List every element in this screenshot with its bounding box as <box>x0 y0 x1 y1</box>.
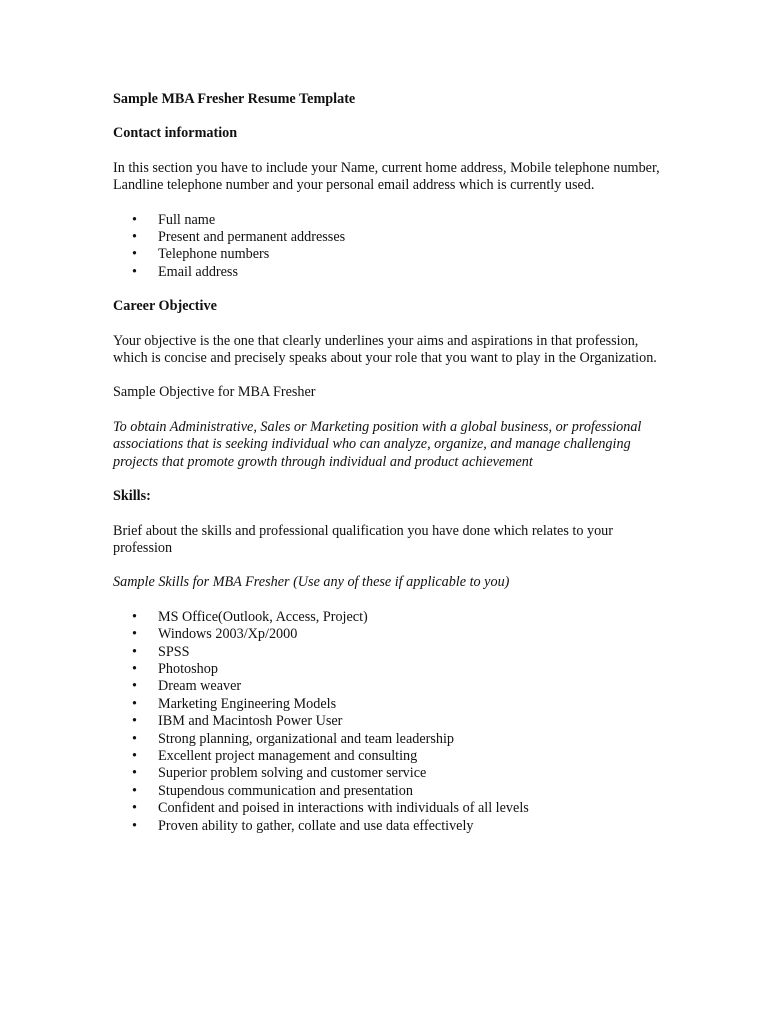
objective-sample-text: To obtain Administrative, Sales or Marketing position with a global business, or professional associations that is seeking individual who can analyze, organize, and manage challenging projects that promote growth through individual and product achievement <box>113 418 642 470</box>
contact-list <box>113 212 673 282</box>
list-item: • Proven ability to gather, collate and use data effectively <box>113 818 673 835</box>
document-title: Sample MBA Fresher Resume Template <box>113 91 356 107</box>
objective-section <box>113 298 673 471</box>
list-item: • Present and permanent addresses <box>113 229 673 246</box>
list-item: • Marketing Engineering Models <box>113 696 673 713</box>
list-item: • Superior problem solving and customer service <box>113 765 673 782</box>
skills-list <box>113 609 673 835</box>
list-item: • Telephone numbers <box>113 246 673 263</box>
objective-heading: Career Objective <box>113 298 217 315</box>
skills-intro: Brief about the skills and professional qualification you have done which relates to your profession <box>113 522 613 556</box>
list-item: • Windows 2003/Xp/2000 <box>113 626 673 643</box>
list-item: • Email address <box>113 264 673 281</box>
list-item: • Strong planning, organizational and team leadership <box>113 731 673 748</box>
skills-section <box>113 488 673 835</box>
list-item: • Dream weaver <box>113 678 673 695</box>
objective-sample-label: Sample Objective for MBA Fresher <box>113 384 316 401</box>
list-item: • Full name <box>113 212 673 229</box>
list-item: • MS Office(Outlook, Access, Project) <box>113 609 673 626</box>
list-item: • Confident and poised in interactions with individuals of all levels <box>113 800 673 817</box>
list-item: • Stupendous communication and presentation <box>113 783 673 800</box>
contact-section <box>113 125 673 281</box>
list-item: • IBM and Macintosh Power User <box>113 713 673 730</box>
skills-sample-label: Sample Skills for MBA Fresher (Use any of these if applicable to you) <box>113 574 510 591</box>
skills-heading: Skills: <box>113 488 151 505</box>
list-item: • Photoshop <box>113 661 673 678</box>
contact-intro: In this section you have to include your Name, current home address, Mobile telephone number, Landline telephone number and your personal email address which is currently used. <box>113 159 660 194</box>
list-item: • SPSS <box>113 644 673 661</box>
document-page <box>113 91 673 835</box>
list-item: • Excellent project management and consulting <box>113 748 673 765</box>
contact-heading: Contact information <box>113 125 238 142</box>
objective-intro: Your objective is the one that clearly underlines your aims and aspirations in that profession, which is concise and precisely speaks about your role that you want to play in the Organization. <box>113 332 657 367</box>
